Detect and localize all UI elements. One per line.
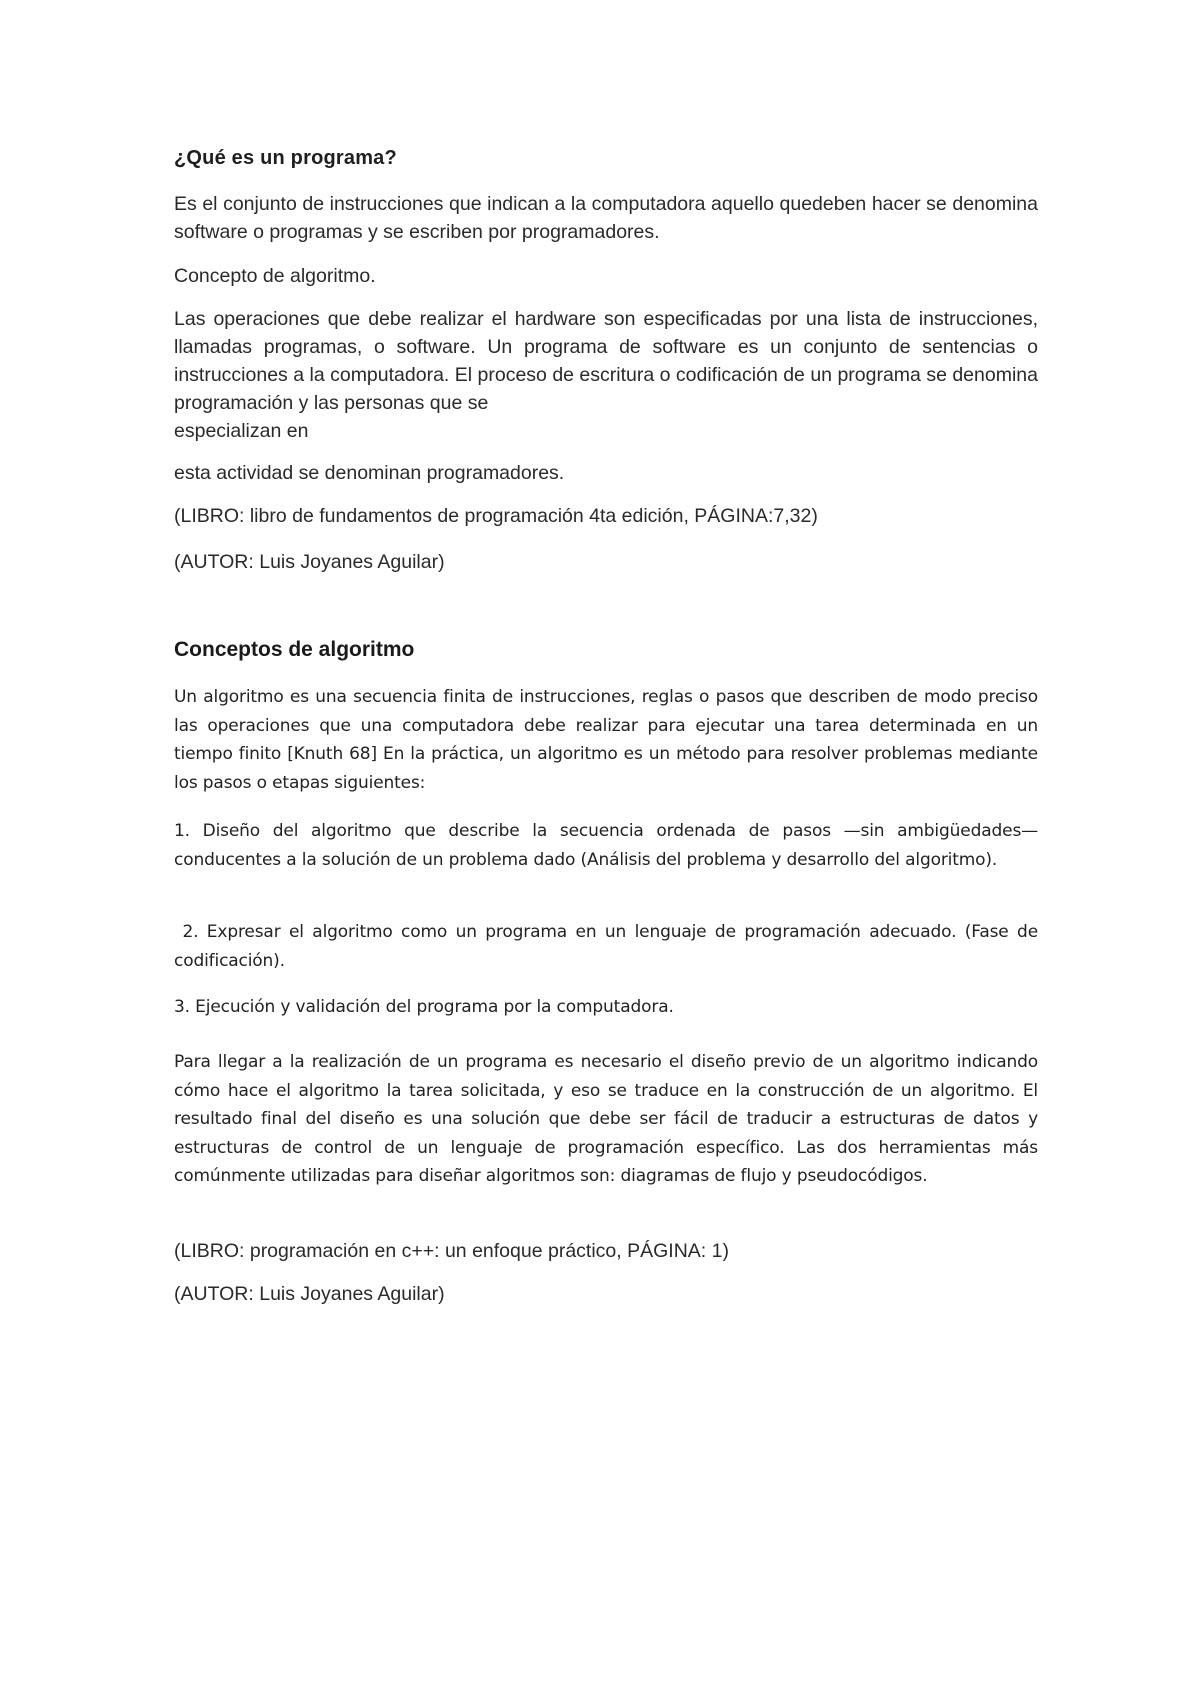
- paragraph-actividad: esta actividad se denominan programadores.: [174, 462, 565, 484]
- paragraph-realizacion: Para llegar a la realización de un programa es necesario el diseño previo de un algoritmo indicando cómo hace el algoritmo la tarea solicitada, y eso se traduce en la construcción de un algoritmo. El resultado final del diseño es una solución que debe ser fácil de traducir a estructuras de datos y estructuras de control de un lenguaje de programación específico. Las dos herramientas más comúnmente utilizadas para diseñar algoritmos son: diagramas de flujo y pseudocódigos.: [174, 1052, 1038, 1186]
- reference-author-1: (AUTOR: Luis Joyanes Aguilar): [174, 551, 445, 573]
- reference-author-2: (AUTOR: Luis Joyanes Aguilar): [174, 1283, 445, 1305]
- reference-book-1: (LIBRO: libro de fundamentos de programación 4ta edición, PÁGINA:7,32): [174, 505, 818, 527]
- paragraph-operaciones-last-line: especializan en: [174, 420, 309, 442]
- list-item-2: 2. Expresar el algoritmo como un programa en un lenguaje de programación adecuado. (Fase de codificación).: [174, 922, 1044, 971]
- paragraph-concepto-label: Concepto de algoritmo.: [174, 265, 376, 287]
- paragraph-operaciones-body: Las operaciones que debe realizar el hardware son especificadas por una lista de instrucciones, llamadas programas, o software. Un programa de software es un conjunto de sentencias o instrucciones a la computadora. El proceso de escritura o codificación de un programa se denomina programación y las personas que se: [174, 308, 1038, 414]
- paragraph-operaciones: [174, 305, 1038, 445]
- paragraph-definition: Es el conjunto de instrucciones que indican a la computadora aquello quedeben hacer se denomina software o programas y se escriben por programadores.: [174, 193, 1038, 243]
- paragraph-algoritmo-definicion: Un algoritmo es una secuencia finita de instrucciones, reglas o pasos que describen de modo preciso las operaciones que una computadora debe realizar para ejecutar una tarea determinada en un tiempo finito [Knuth 68] En la práctica, un algoritmo es un método para resolver problemas mediante los pasos o etapas siguientes:: [174, 687, 1038, 793]
- section-title-que-es-programa: ¿Qué es un programa?: [174, 147, 397, 169]
- list-item-1: 1. Diseño del algoritmo que describe la secuencia ordenada de pasos —sin ambigüedades— conducentes a la solución de un problema dado (Análisis del problema y desarrollo del algoritmo).: [174, 821, 1038, 870]
- reference-book-2: (LIBRO: programación en c++: un enfoque práctico, PÁGINA: 1): [174, 1240, 729, 1262]
- section-title-conceptos-algoritmo: Conceptos de algoritmo: [174, 638, 415, 661]
- list-item-3: 3. Ejecución y validación del programa por la computadora.: [174, 997, 674, 1017]
